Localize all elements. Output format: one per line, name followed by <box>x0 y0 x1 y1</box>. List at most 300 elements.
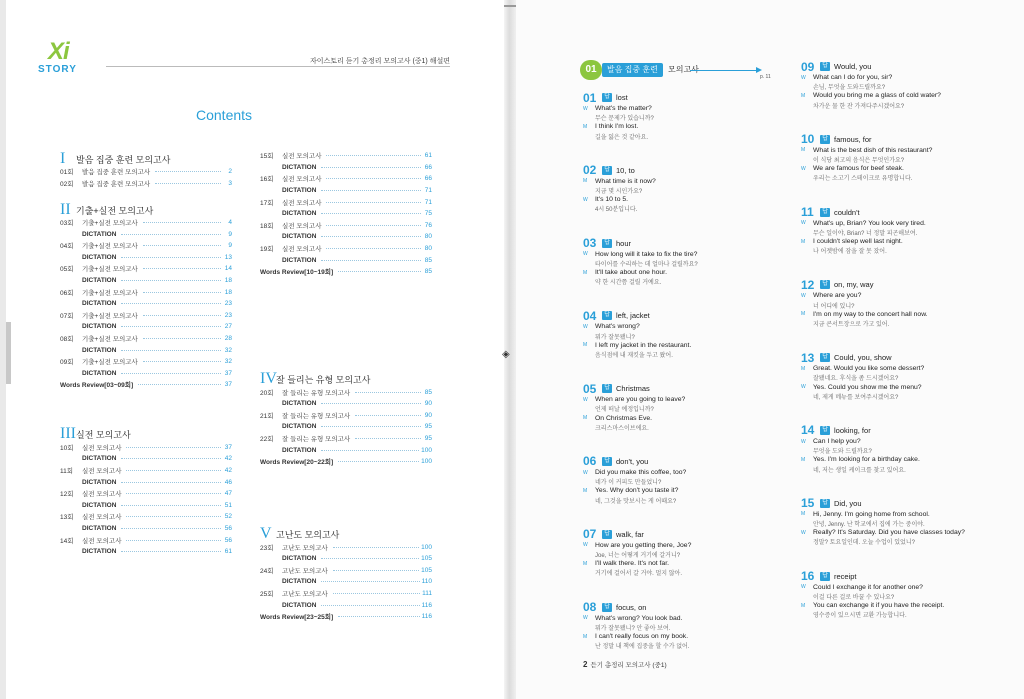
answer-words: receipt <box>834 571 857 581</box>
toc-spacer <box>60 189 232 201</box>
dialogue-line <box>801 73 1016 82</box>
dotted-leader <box>326 202 421 203</box>
question-number: 14 <box>801 423 815 438</box>
korean-translation-line <box>583 477 793 486</box>
translation-text: 무슨 문제가 있습니까? <box>595 116 654 123</box>
toc-dictation-entry[interactable] <box>260 231 432 243</box>
answer-item-header <box>801 497 1016 510</box>
dotted-leader <box>121 326 221 327</box>
entry-page-number: 23 <box>224 311 232 319</box>
entry-number: 18회 <box>260 222 274 230</box>
entry-page-number: 32 <box>224 346 232 354</box>
entry-page-number: 42 <box>224 466 232 474</box>
toc-entry[interactable] <box>60 286 232 298</box>
translation-text: 난 정말 내 책에 집중을 할 수가 없어. <box>595 644 690 651</box>
answer-badge: 답 <box>602 93 612 102</box>
translation-text: 무슨 일이야, Brian? 너 정말 피곤해보여. <box>813 230 918 237</box>
entry-label: 실전 모의고사 <box>282 246 322 254</box>
dotted-leader <box>326 225 421 226</box>
answer-item <box>801 60 1016 133</box>
toc-dictation-entry[interactable] <box>60 252 232 264</box>
entry-number: 11회 <box>60 467 74 475</box>
entry-page-number: 28 <box>224 335 232 343</box>
toc-entry[interactable] <box>60 310 232 322</box>
toc-entry[interactable] <box>60 511 232 523</box>
entry-label: DICTATION <box>82 501 117 509</box>
answer-item-header <box>583 455 793 468</box>
dotted-leader <box>126 540 221 541</box>
speaker-label: M <box>583 178 588 185</box>
dotted-leader <box>126 470 221 471</box>
entry-page-number: 32 <box>224 358 232 366</box>
entry-page-number: 37 <box>224 381 232 389</box>
dotted-leader <box>121 528 221 529</box>
entry-label: DICTATION <box>282 601 317 609</box>
entry-number: 23회 <box>260 544 274 552</box>
entry-page-number: 18 <box>224 277 232 285</box>
toc-dictation-entry[interactable] <box>260 553 432 565</box>
toc-dictation-entry[interactable] <box>60 344 232 356</box>
toc-entry[interactable] <box>60 488 232 500</box>
korean-translation-line <box>801 392 1016 401</box>
entry-number: 10회 <box>60 444 74 452</box>
speaker-label: M <box>583 633 588 640</box>
dialogue-line <box>583 122 793 131</box>
korean-translation-line <box>583 404 793 413</box>
korean-translation-line <box>583 186 793 195</box>
question-number: 04 <box>583 308 597 323</box>
toc-entry[interactable] <box>60 263 232 275</box>
toc-dictation-entry[interactable] <box>260 576 432 588</box>
toc-entry[interactable] <box>260 409 432 421</box>
entry-label: DICTATION <box>282 256 317 264</box>
dotted-leader <box>155 183 221 184</box>
toc-column-1 <box>60 150 232 557</box>
toc-entry[interactable] <box>60 465 232 477</box>
dotted-leader <box>138 384 221 385</box>
toc-section-heading <box>260 525 432 543</box>
question-number: 13 <box>801 350 815 365</box>
toc-dictation-entry[interactable] <box>260 185 432 197</box>
toc-spacer <box>260 467 432 479</box>
korean-translation-line <box>583 550 793 559</box>
dialogue-line <box>801 91 1016 100</box>
entry-page-number: 85 <box>424 256 432 264</box>
toc-dictation-entry[interactable] <box>260 599 432 611</box>
toc-entry[interactable] <box>260 588 432 600</box>
korean-translation-line <box>801 301 1016 310</box>
answer-item <box>801 278 1016 351</box>
dotted-leader <box>321 558 419 559</box>
dialogue-line <box>801 528 1016 537</box>
speaker-label: W <box>583 542 588 549</box>
dialogue-text: It's 10 to 5. <box>595 196 629 204</box>
toc-entry[interactable] <box>260 220 432 232</box>
toc-spacer <box>60 402 232 414</box>
toc-entry[interactable] <box>60 166 232 178</box>
entry-number: 13회 <box>60 514 74 522</box>
toc-entry[interactable] <box>60 356 232 368</box>
question-number: 05 <box>583 381 597 396</box>
entry-page-number: 71 <box>424 187 432 195</box>
toc-spacer <box>260 491 432 503</box>
speaker-label: W <box>801 529 806 536</box>
entry-number: 16회 <box>260 176 274 184</box>
entry-page-number: 46 <box>224 478 232 486</box>
translation-text: 안녕, Jenny. 난 학교에서 집에 가는 중이야. <box>813 522 925 529</box>
entry-number: 05회 <box>60 266 74 274</box>
section-roman-numeral: IV <box>260 370 277 388</box>
toc-words-review-entry[interactable] <box>260 456 432 468</box>
translation-text: 정말? 토요일인데. 오늘 수업이 있었니? <box>813 540 915 547</box>
toc-dictation-entry[interactable] <box>260 208 432 220</box>
translation-text: 4시 50분입니다. <box>595 207 638 214</box>
entry-number: 24회 <box>260 567 274 575</box>
translation-text: 길을 잃은 것 같아요. <box>595 134 649 141</box>
entry-label: 기출+실전 모의고사 <box>82 312 138 320</box>
toc-entry[interactable] <box>60 217 232 229</box>
entry-label: 잘 들리는 유형 모의고사 <box>282 435 351 443</box>
entry-number: 22회 <box>260 435 274 443</box>
korean-translation-line <box>801 446 1016 455</box>
question-number: 02 <box>583 163 597 178</box>
dotted-leader <box>143 292 221 293</box>
entry-page-number: 110 <box>421 578 432 586</box>
entry-page-number: 80 <box>424 233 432 241</box>
dialogue-line <box>801 455 1016 464</box>
toc-spacer <box>260 289 432 301</box>
dialogue-line <box>583 322 793 331</box>
toc-entry[interactable] <box>260 173 432 185</box>
answer-item-header <box>801 60 1016 73</box>
translation-text: Joe, 너는 어떻게 거기에 갈거니? <box>595 553 681 560</box>
korean-translation-line <box>801 101 1016 110</box>
dialogue-line <box>801 510 1016 519</box>
toc-dictation-entry[interactable] <box>260 254 432 266</box>
answer-badge: 답 <box>602 603 612 612</box>
answer-item-header <box>801 351 1016 364</box>
entry-number: 19회 <box>260 246 274 254</box>
translation-text: 너 어디에 있니? <box>813 303 855 310</box>
entry-page-number: 13 <box>224 253 232 261</box>
dialogue-text: Could I exchange it for another one? <box>813 583 923 591</box>
question-number: 01 <box>583 90 597 105</box>
answer-words: Could, you, show <box>834 353 892 363</box>
dialogue-line <box>583 341 793 350</box>
running-head-rule <box>106 66 450 67</box>
korean-translation-line <box>801 373 1016 382</box>
korean-translation-line <box>583 496 793 505</box>
dialogue-text: When are you going to leave? <box>595 396 686 404</box>
answer-item-header <box>583 528 793 541</box>
toc-dictation-entry[interactable] <box>260 398 432 410</box>
dialogue-text: Yes. Why don't you taste it? <box>595 487 679 495</box>
translation-text: 무엇을 도와 드릴까요? <box>813 449 872 456</box>
translation-text: 네, 저는 생일 케이크를 찾고 있어요. <box>813 467 906 474</box>
entry-label: 기출+실전 모의고사 <box>82 243 138 251</box>
entry-page-number: 95 <box>424 423 432 431</box>
dotted-leader <box>121 350 221 351</box>
speaker-label: M <box>583 342 588 349</box>
dialogue-line <box>801 364 1016 373</box>
toc-dictation-entry[interactable] <box>60 368 232 380</box>
speaker-label: M <box>583 560 588 567</box>
dotted-leader <box>321 403 421 404</box>
toc-dictation-entry[interactable] <box>60 546 232 558</box>
dialogue-text: Great. Would you like some dessert? <box>813 365 925 373</box>
answer-item <box>583 237 793 310</box>
speaker-label: W <box>801 74 806 81</box>
section-title: 기출+실전 모의고사 <box>76 205 154 216</box>
entry-page-number: 14 <box>224 265 232 273</box>
dotted-leader <box>121 505 221 506</box>
answer-words: Christmas <box>616 384 650 394</box>
section-roman-numeral: I <box>60 150 66 167</box>
dotted-leader <box>321 450 419 451</box>
toc-entry[interactable] <box>260 386 432 398</box>
answer-item-header <box>583 91 793 104</box>
korean-translation-line <box>583 259 793 268</box>
entry-label: DICTATION <box>282 163 317 171</box>
entry-label: 실전 모의고사 <box>282 199 322 207</box>
toc-entry[interactable] <box>60 534 232 546</box>
entry-page-number: 9 <box>228 230 232 238</box>
toc-dictation-entry[interactable] <box>260 162 432 174</box>
toc-dictation-entry[interactable] <box>60 298 232 310</box>
entry-label: 발음 집중 훈련 모의고사 <box>82 180 151 188</box>
test-title: 모의고사 <box>668 65 699 74</box>
toc-words-review-entry[interactable] <box>260 611 432 623</box>
korean-translation-line <box>583 623 793 632</box>
entry-label: 잘 들리는 유형 모의고사 <box>282 412 351 420</box>
section-roman-numeral: V <box>260 525 272 543</box>
dialogue-text: What's the matter? <box>595 105 652 113</box>
section-roman-numeral: II <box>60 200 71 218</box>
entry-page-number: 61 <box>224 548 232 556</box>
center-mark-left: ◈ <box>502 349 510 360</box>
answer-item-header <box>583 309 793 322</box>
entry-page-number: 66 <box>424 163 432 171</box>
dotted-leader <box>321 605 419 606</box>
question-number: 06 <box>583 454 597 469</box>
dialogue-line <box>583 468 793 477</box>
speaker-label: W <box>583 615 588 622</box>
entry-page-number: 100 <box>421 543 432 551</box>
dialogue-line <box>583 177 793 186</box>
entry-label: DICTATION <box>82 346 117 354</box>
toc-entry[interactable] <box>60 178 232 190</box>
dialogue-line <box>583 541 793 550</box>
answer-words: lost <box>616 93 628 102</box>
dotted-leader <box>355 438 421 439</box>
dotted-leader <box>143 315 221 316</box>
question-number: 11 <box>801 205 814 220</box>
answer-item <box>583 528 793 601</box>
answer-item-header <box>801 133 1016 146</box>
toc-spacer <box>260 301 432 313</box>
speaker-label: M <box>583 415 588 422</box>
translation-text: 지금 몇 시인가요? <box>595 189 643 196</box>
answer-item-header <box>583 382 793 395</box>
entry-label: DICTATION <box>82 369 117 377</box>
entry-label: DICTATION <box>82 524 117 532</box>
answer-item <box>801 351 1016 424</box>
speaker-label: W <box>583 396 588 403</box>
speaker-label: M <box>801 511 806 518</box>
question-number: 16 <box>801 569 815 584</box>
toc-dictation-entry[interactable] <box>60 228 232 240</box>
dialogue-text: It'll take about one hour. <box>595 269 667 277</box>
dotted-leader <box>126 447 221 448</box>
speaker-label: W <box>801 292 806 299</box>
entry-label: DICTATION <box>82 277 117 285</box>
dotted-leader <box>143 245 221 246</box>
dotted-leader <box>338 616 419 617</box>
entry-label: DICTATION <box>282 187 317 195</box>
dotted-leader <box>121 280 221 281</box>
dotted-leader <box>121 373 221 374</box>
entry-page-number: 27 <box>224 323 232 331</box>
entry-label: DICTATION <box>82 455 117 463</box>
dotted-leader <box>143 338 221 339</box>
contents-title: Contents <box>196 107 253 123</box>
toc-section-heading <box>260 370 432 388</box>
translation-text: 이걸 다른 걸로 바꿀 수 있나요? <box>813 594 895 601</box>
dialogue-text: How long will it take to fix the tire? <box>595 250 698 258</box>
korean-translation-line <box>583 641 793 650</box>
toc-entry[interactable] <box>260 243 432 255</box>
entry-label: 기출+실전 모의고사 <box>82 289 138 297</box>
translation-text: 약 한 시간쯤 걸릴 거예요. <box>595 280 662 287</box>
korean-translation-line <box>583 132 793 141</box>
entry-label: 고난도 모의고사 <box>282 567 328 575</box>
speaker-label: W <box>583 469 588 476</box>
answer-item-header <box>801 424 1016 437</box>
dialogue-line <box>583 395 793 404</box>
toc-entry[interactable] <box>60 441 232 453</box>
speaker-label: M <box>801 365 806 372</box>
toc-spacer <box>260 336 432 348</box>
answer-words: couldn't <box>834 207 860 217</box>
answer-badge: 답 <box>820 62 830 71</box>
korean-translation-line <box>801 155 1016 164</box>
korean-translation-line <box>801 465 1016 474</box>
toc-dictation-entry[interactable] <box>260 421 432 433</box>
dotted-leader <box>333 570 419 571</box>
korean-translation-line <box>583 332 793 341</box>
translation-text: 손님, 무엇을 도와드릴까요? <box>813 85 886 92</box>
speaker-label: W <box>583 323 588 330</box>
dotted-leader <box>321 426 421 427</box>
test-number-badge: 01 <box>580 60 602 80</box>
entry-page-number: 111 <box>422 590 432 598</box>
toc-entry[interactable] <box>260 565 432 577</box>
toc-dictation-entry[interactable] <box>60 476 232 488</box>
answer-badge: 답 <box>820 208 830 217</box>
toc-dictation-entry[interactable] <box>60 499 232 511</box>
toc-words-review-entry[interactable] <box>260 266 432 278</box>
speaker-label: W <box>583 251 588 258</box>
translation-text: 뭐가 잘못됐니? <box>595 334 635 341</box>
toc-words-review-entry[interactable] <box>60 379 232 391</box>
xi-story-logo <box>38 38 94 80</box>
toc-dictation-entry[interactable] <box>60 321 232 333</box>
entry-page-number: 100 <box>421 446 432 454</box>
dotted-leader <box>338 271 421 272</box>
entry-label: 실전 모의고사 <box>82 537 122 545</box>
entry-number: 08회 <box>60 336 74 344</box>
dotted-leader <box>126 516 221 517</box>
dotted-leader <box>326 178 421 179</box>
dialogue-line <box>583 559 793 568</box>
toc-spacer <box>60 391 232 403</box>
entry-number: 07회 <box>60 312 74 320</box>
page-footer <box>583 660 667 669</box>
toc-dictation-entry[interactable] <box>60 275 232 287</box>
dotted-leader <box>121 234 221 235</box>
entry-label: DICTATION <box>82 323 117 331</box>
entry-label: 고난도 모의고사 <box>282 591 328 599</box>
korean-translation-line <box>801 610 1016 619</box>
toc-entry[interactable] <box>260 196 432 208</box>
answer-badge: 답 <box>820 353 830 362</box>
korean-translation-line <box>583 568 793 577</box>
answer-badge: 답 <box>602 166 612 175</box>
entry-number: 06회 <box>60 289 74 297</box>
entry-label: 기출+실전 모의고사 <box>82 336 138 344</box>
toc-entry[interactable] <box>60 333 232 345</box>
toc-entry[interactable] <box>260 433 432 445</box>
answer-words: hour <box>616 238 632 248</box>
answer-item <box>583 309 793 382</box>
korean-translation-line <box>801 82 1016 91</box>
toc-dictation-entry[interactable] <box>60 453 232 465</box>
answer-words: Did, you <box>834 498 862 508</box>
korean-translation-line <box>583 423 793 432</box>
toc-dictation-entry[interactable] <box>60 523 232 535</box>
entry-label: 기출+실전 모의고사 <box>82 220 138 228</box>
dialogue-text: I left my jacket in the restaurant. <box>595 341 692 349</box>
toc-entry[interactable] <box>60 240 232 252</box>
entry-page-number: 95 <box>424 434 432 442</box>
dialogue-text: On Christmas Eve. <box>595 414 653 422</box>
entry-number: 02회 <box>60 180 74 188</box>
toc-dictation-entry[interactable] <box>260 444 432 456</box>
dialogue-line <box>583 195 793 204</box>
korean-translation-line <box>583 113 793 122</box>
section-roman-numeral: III <box>60 425 76 443</box>
dialogue-line <box>801 164 1016 173</box>
speaker-label: W <box>583 196 588 203</box>
entry-page-number: 85 <box>424 388 432 396</box>
toc-entry[interactable] <box>260 150 432 162</box>
dialogue-line <box>583 632 793 641</box>
entry-number: 14회 <box>60 537 74 545</box>
translation-text: 언제 떠날 예정입니까? <box>595 407 654 414</box>
toc-entry[interactable] <box>260 541 432 553</box>
entry-page-number: 52 <box>224 513 232 521</box>
dotted-leader <box>326 248 421 249</box>
entry-number: 01회 <box>60 169 74 177</box>
answer-badge: 답 <box>820 426 830 435</box>
section-title: 고난도 모의고사 <box>276 530 340 541</box>
entry-number: 25회 <box>260 591 274 599</box>
entry-page-number: 4 <box>228 219 232 227</box>
left-page <box>6 0 504 699</box>
toc-column-2 <box>260 150 432 623</box>
dotted-leader <box>355 415 421 416</box>
entry-label: 실전 모의고사 <box>82 444 122 452</box>
